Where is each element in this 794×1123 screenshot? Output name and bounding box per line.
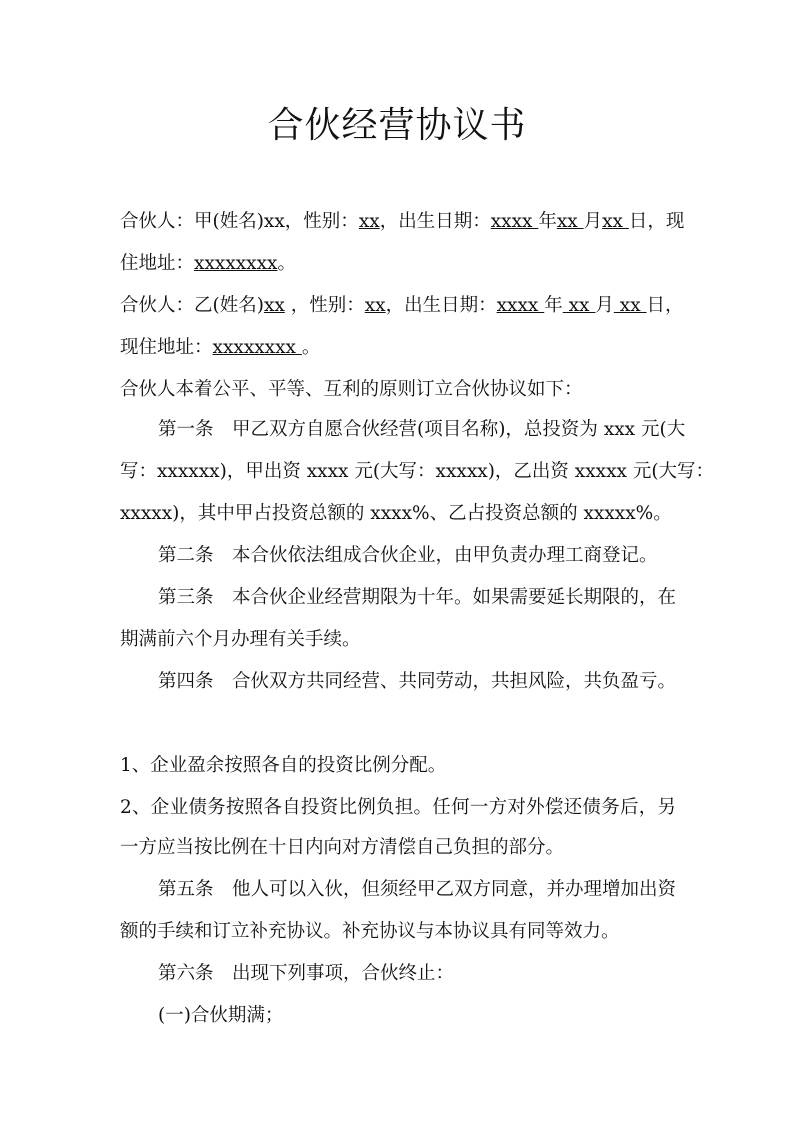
article-5-line-2: 额的手续和订立补充协议。补充协议与本协议具有同等效力。: [120, 921, 620, 942]
party-a-birth-day: xx: [602, 211, 629, 232]
document-title: 合伙经营协议书: [267, 105, 527, 146]
party-a-gender: xx: [358, 211, 380, 232]
text-span: 。: [277, 253, 296, 274]
party-a-line-2: [120, 250, 676, 278]
party-b-birth-day: xx: [613, 295, 647, 316]
party-b-address: xxxxxxxx: [212, 337, 302, 358]
party-a-line-1: [120, 208, 685, 236]
text-span: 日，: [646, 295, 684, 316]
article-1-line-1: 第一条 甲乙双方自愿合伙经营(项目名称)，总投资为 xxx 元(大: [158, 419, 686, 440]
party-b-line-2: [120, 334, 676, 362]
party-a-birth-year: xxxx: [490, 211, 539, 232]
text-span: 住地址：: [120, 253, 195, 274]
article-6: 第六条 出现下列事项，合伙终止：: [158, 963, 455, 984]
item-2-line-2: 一方应当按比例在十日内向对方清偿自己负担的部分。: [120, 837, 565, 858]
party-b-birth-year: xxxx: [496, 295, 545, 316]
text-span: 月: [595, 295, 614, 316]
article-2: 第二条 本合伙依法组成合伙企业，由甲负责办理工商登记。: [158, 545, 658, 566]
text-span: 年: [538, 211, 557, 232]
party-b-gender: xx: [364, 295, 386, 316]
text-span: 日，现: [628, 211, 685, 232]
article-5-line-1: 第五条 他人可以入伙，但须经甲乙双方同意，并办理增加出资: [158, 879, 677, 900]
article-3-line-2: 期满前六个月办理有关手续。: [120, 629, 361, 650]
item-2-line-1: 2、企业债务按照各自投资比例负担。任何一方对外偿还债务后，另: [120, 797, 676, 818]
text-span: 。: [301, 337, 321, 358]
text-span: 年: [544, 295, 563, 316]
termination-item-1: (一)合伙期满；: [158, 1005, 284, 1026]
text-span: 合伙人：乙(姓名): [120, 295, 264, 316]
text-span: 现住地址：: [120, 337, 213, 358]
preamble: 合伙人本着公平、平等、互利的原则订立合伙协议如下：: [120, 379, 583, 400]
party-b-name: xx: [263, 295, 285, 316]
text-span: 月: [583, 211, 603, 232]
party-a-birth-month: xx: [556, 211, 584, 232]
article-3-line-1: 第三条 本合伙企业经营期限为十年。如果需要延长期限的，在: [158, 587, 677, 608]
party-b-line-1: [120, 292, 684, 320]
item-1: 1、企业盈余按照各自的投资比例分配。: [120, 755, 447, 776]
article-1-line-2: 写：xxxxxx)，甲出资 xxxx 元(大写：xxxxx)，乙出资 xxxxx 元(大写：: [120, 461, 715, 482]
text-span: 合伙人：甲(姓名)xx，性别：: [120, 211, 359, 232]
text-span: ，性别：: [284, 295, 365, 316]
article-1-line-3: xxxxx)，其中甲占投资总额的 xxxx%、乙占投资总额的 xxxxx%。: [120, 503, 672, 524]
party-b-birth-month: xx: [562, 295, 596, 316]
party-a-address: xxxxxxxx: [194, 253, 278, 274]
text-span: ，出生日期：: [385, 295, 497, 316]
article-4: 第四条 合伙双方共同经营、共同劳动，共担风险，共负盈亏。: [158, 671, 677, 692]
text-span: ，出生日期：: [379, 211, 491, 232]
